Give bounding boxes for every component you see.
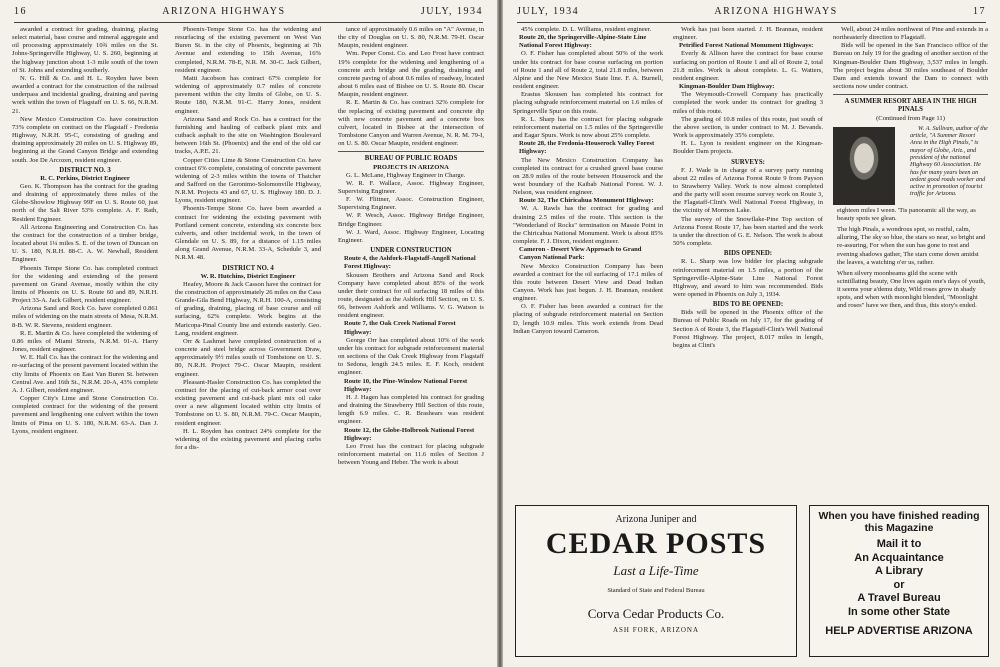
- issue-date: JULY, 1934: [517, 6, 580, 17]
- page-number: 16: [14, 6, 27, 17]
- paragraph: Copper City's Lime and Stone Construction Co. completed contract for the widening of the present pavement and lengthening one culvert within the town limits of Pima on U. S. 180, N.R.M. 63-A. Dan J. Lyons, resident engineer.: [12, 395, 158, 435]
- section-subheading: R. C. Perkins, District Engineer: [40, 174, 130, 182]
- issue-date: JULY, 1934: [420, 6, 483, 17]
- continuation-note: (Continued from Page 11): [876, 114, 945, 122]
- magazine-title: ARIZONA HIGHWAYS: [714, 6, 838, 17]
- paragraph: Well, about 24 miles northwest of Pine and extends in a northeasterly direction to Flagstaff.: [833, 26, 988, 42]
- right-running-head: [517, 6, 986, 23]
- paragraph: Orr & Lashmet have completed construction of a concrete and steel bridge across Government Draw, approximately 9½ miles south of Tombstone on U. S. 80, N.R.H. Project 79-C. Oscar Maupin, resident engineer.: [175, 337, 321, 378]
- poem-verse: eighteen miles I ween. 'Tis panoramic all the way, as beauty spots we glean.: [837, 206, 976, 222]
- paragraph: Phoenix-Tempe Stone Co. has the widening and resurfacing of the existing pavement on West Van Buren St. in the city of Phoenix, beginning at 7th Avenue and extending to 15th Avenue, 16% completed, N.R.M. 78-E, N.R. M. 30-C. Jack Gilbert, resident engineer.: [175, 26, 321, 74]
- route-heading: Kingman-Boulder Dam Highway:: [679, 83, 775, 91]
- right-column-3: [833, 26, 988, 311]
- paragraph: New Mexico Construction Company has been awarded a contract for the oil surfacing of 17.1 miles of this route between Desert View and Dead Indian Canyon. Work has just begun. J. H. Brannan, resident engineer.: [513, 262, 663, 303]
- ad-line: In some other State: [847, 605, 951, 618]
- magazine-title: ARIZONA HIGHWAYS: [162, 6, 286, 17]
- ad-line: Standard of State and Federal Bureau: [607, 587, 705, 594]
- right-column-2: [673, 26, 823, 350]
- paragraph: Arizona Sand and Rock Co. has a contract for the furnishing and hauling of cutback plant mix and cutback asphalt to the site on Washington Boulevard between 16th St. (Phoenix) and the end of the old car tracks, A.P.E. 21.: [175, 115, 321, 156]
- paragraph: H. L. Lyon is resident engineer on the Kingman-Boulder Dam projects.: [673, 140, 823, 156]
- route-heading: Route 28, the Fredonia-Houserock Valley Forest Highway:: [519, 140, 655, 156]
- section-heading: DISTRICT NO. 4: [222, 264, 274, 272]
- paragraph: Skousen Brothers and Arizona Sand and Rock Company have completed about 85% of the work under their contract for oil surfacing 18 miles of this route, designated as the Ashfork Hill Section, on U. S. 66, between Ashfork and Williams. V. G. Watson is resident engineer.: [338, 271, 484, 320]
- route-heading: Route 7, the Oak Creek National Forest Highway:: [344, 320, 456, 336]
- route-heading: Route 4, the Ashfork-Flagstaff-Angell National Forest Highway:: [344, 255, 476, 271]
- paragraph: Phoenix Tempe Stone Co. has completed contract for the widening and extending of the present pavement on Grand Avenue, mostly within the city limits of Phoenix on U. S. Route 60 and 89, N.R.H. Project 33-A. Jack Gilbert, resident engineer.: [12, 264, 158, 305]
- paragraph: R. E. Martin & Co. have completed the widening of 0.86 miles of Miami Streets, N.R.M. 91-A. Harry Jones, resident engineer.: [12, 329, 158, 354]
- left-column-2: [175, 26, 321, 452]
- route-heading: Route 32, The Chiricahua Monument Highway:: [519, 197, 654, 205]
- paragraph: Pleasant-Hasler Construction Co. has completed the contract for the placing of cut-back armor coat over existing pavement and cut-back plant mix oil cake over a new alignment located within city limits of Tombstone on U. S. 80, N.R.M. 79-C. Oscar Maupin, resident engineer.: [175, 378, 321, 427]
- poem-verse: The high Pinals, a wondrous spot, so restful, calm, alluring, The sky so blue, the stars so near, so bright and re-assuring, For when the sun has gone to rest and evening shadows gather, The stars come down amidst the leaves, a watching o'er us, rather.: [837, 226, 986, 266]
- paragraph: Geo. K. Thompson has the contract for the grading and draining of approximately three miles of the Globe-Showlow Highway 99F on U. S. Route 60, just north of the Salt River 53% complete. A. F. Rath, Resident Engineer.: [12, 182, 158, 223]
- ad-headline: CEDAR POSTS: [545, 527, 767, 560]
- paragraph: Everly & Allison have the contract for base course surfacing on portion of Route 1 and all of Route 2, total 21.8 miles. Work is about complete. L. G. Watters, resident engineer.: [673, 50, 823, 82]
- paragraph: All Arizona Engineering and Construction Co. has the contract for the construction of a timber bridge, located about 1¼ miles S. E. of the town of Duncan on U. S. 180, N.R.H. 88-C. A. W. Newhall, Resident Engineer.: [12, 223, 158, 264]
- route-heading: Petrified Forest National Monument Highways:: [679, 42, 814, 50]
- ad-line: Arizona Juniper and: [615, 514, 697, 525]
- paragraph: R. L. Sharp was low bidder for placing subgrade reinforcement material on 1.5 miles, a portion of the Springerville-Alpine-State Line National Forest Highway, and award to him was recommended. Bids were opened in Phoenix on July 3, 1934.: [673, 258, 823, 298]
- author-block: [833, 125, 988, 207]
- paragraph: New Mexico Construction Co. have construction 73% complete on contract on the Flagstaff - Fredonia Highway, N.R.H. 95-C, consisting of grading and draining approximately 20 miles on U. S. Highway 89, beginning at the Grand Canyon Bridge and extending south. Joe De Arcozen, resident engineer.: [12, 115, 158, 164]
- article-title: A SUMMER RESORT AREA IN THE HIGH PINALS: [844, 98, 977, 114]
- ad-company: Corva Cedar Products Co.: [587, 606, 725, 621]
- paragraph: The Weymouth-Crowell Company has practically completed the work under its contract for grading 3 miles of this route.: [673, 91, 823, 115]
- paragraph: Copper Cities Lime & Stone Construction Co. have contract 6% complete, consisting of concrete pavement widening of 2-3 miles within the towns of Thatcher and Safford on the Geronimo-Solomonville Highway, N.R.M. Projects 43 and 67, U. S. Highway 180. D. J. Lyons, resident engineer.: [175, 156, 321, 205]
- ad-line: An Acquaintance: [854, 551, 944, 564]
- left-column-1: [12, 26, 158, 436]
- section-subheading: PROJECTS IN ARIZONA: [373, 163, 449, 171]
- paragraph: W. E. Hall Co. has the contract for the widening and re-surfacing of the present pavement located within the city limits of Phoenix on East Van Buren St. between Central Ave. and 16th St., N.R.M. 20-A, 43% complete A. J. Gilbert, resident engineer.: [12, 354, 159, 394]
- paragraph: Bids will be opened in the Phoenix office of the Bureau of Public Roads on July 17, for the grading of Section A of Route 3, the Flagstaff-Clint's Well National Forest Highway. The project, 8.017 miles in length, begins at Clint's: [673, 309, 823, 349]
- ad-tagline: HELP ADVERTISE ARIZONA: [825, 625, 973, 637]
- ad-line: A Library: [875, 565, 923, 577]
- paragraph: Wm. Peper Const. Co. and Leo Frost have contract 19% complete for the widening and lengthening of a concrete arch bridge and the grading, draining and concrete paving of about 0.6 miles of roadway, located about 6 miles east of Bisbee on U. S. Route 80. Oscar Maupin, resident engineer.: [338, 50, 484, 99]
- route-heading: Route 10, the Pine-Winslow National Forest Highway:: [344, 377, 468, 393]
- page-number: 17: [972, 6, 986, 17]
- paragraph: W. J. Ward, Assoc. Highway Engineer, Locating Engineer.: [338, 228, 484, 244]
- photo-caption: W. A. Sullivan, author of the article, "A Summer Resort Area in the High Pinals," is mayor of Globe, Ariz., and president of the national Highway 60 Association. He has for many years been an ardent good roads worker and active in promotion of tourist traffic for Arizona.: [910, 124, 988, 198]
- paragraph: Arizona Sand and Rock Co. have completed 0.861 miles of widening on the main streets of Mesa, N.R.M. 8-B. W. R. Stevens, resident engineer.: [12, 305, 158, 329]
- ad-slogan: Last a Life-Time: [613, 563, 699, 578]
- paragraph: Phoenix-Tempe Stone Co. have been awarded a contract for widening the existing pavement with Portland cement concrete, extending six concrete box culverts, and other incidental work, in the town of Glendale on U. S. 89, for a distance of 1.15 miles along Grand Avenue, N.R.M. 33-A, Schedule 3, and N.R.M. 48.: [175, 205, 321, 262]
- paragraph: awarded a contract for grading, draining, placing select material, base course and mineral aggregate and oil processing approximately 10¾ miles on the St. Johns-Springerville Highway, U. S. 260, beginning at the highway junction about 1-3 mile south of the town of St. Johns and extending southerly.: [12, 26, 158, 74]
- paragraph: 45% complete. D. L. Williams, resident engineer.: [521, 26, 652, 33]
- section-heading: SURVEYS:: [731, 158, 765, 166]
- paragraph: George Orr has completed about 10% of the work under his contract for subgrade reinforcement material on sections of the Oak Creek Highway from Flagstaff to Sedona, length 24.5 miles. E. F. Koch, resident engineer.: [338, 336, 484, 377]
- paragraph: Bids will be opened in the San Francisco office of the Bureau on July 19 for the grading of another section of the Kingman-Boulder Dam Highway, 3,537 miles in length. The project begins about 30 miles southeast of Boulder Dam and extends toward the Dam to connect with sections now under contract.: [833, 42, 988, 91]
- divider: [338, 151, 484, 152]
- divider: [833, 94, 988, 95]
- paragraph: tance of approximately 0.6 miles on "A" Avenue, in the city of Douglas on U. S. 80, N.R.M. 79-H. Oscar Maupin, resident engineer.: [338, 26, 484, 50]
- paragraph: Matti Jacobson has contract 67% complete for widening of approximately 0.7 miles of concrete pavement within the city limits of Globe, on U. S. Route 180, N.R.M. 91-C. Harry Jones, resident engineer.: [175, 74, 321, 115]
- left-page: [0, 0, 497, 667]
- author-photo: [833, 127, 895, 205]
- paragraph: F. W. Flittner, Assoc. Construction Engineer, Supervising Engineer.: [338, 196, 484, 212]
- paragraph: W. A. Rawls has the contract for grading and draining 2.5 miles of the route. This section is the "Wonderland of Rocks" termination on Massie Point in the Chiricahua National Monument. Work is about 85% complete. F. J. Dixon, resident engineer.: [513, 205, 663, 246]
- left-column-3: [338, 26, 484, 467]
- paragraph: The New Mexico Construction Company has completed its contract for a crushed gravel base course on 28.9 miles of the route between Houserock and the west boundary of the Kaibab National Forest. W. J. Nelson, was resident engineer.: [513, 156, 663, 197]
- ad-line: Mail it to: [876, 538, 922, 550]
- paragraph: O. F. Fisher has been awarded a contract for the placing of subgrade reinforcement material on Section D, length 10.9 miles. This work extends from Dead Indian Canyon toward Cameron.: [513, 303, 663, 335]
- route-heading: Cameron - Desert View Approach to Grand Canyon National Park:: [519, 246, 642, 262]
- ad-line: A Travel Bureau: [857, 592, 941, 604]
- section-heading: DISTRICT NO. 3: [59, 166, 111, 174]
- right-column-1: [513, 26, 663, 336]
- poem-verse: When silvery moonbeams gild the scene with scintillating beauty, One lives again one's days of youth, it seems your a'demu duty, Wild roses grow in shady spots, and when with moonlight blended, "Moonlight and roses" have we then, and thus, this story's ended.: [837, 269, 986, 310]
- paragraph: The grading of 10.8 miles of this route, just south of the above section, is under contract to M. J. Bevands. Work is approximately 35% complete.: [673, 115, 823, 140]
- ad-line: or: [893, 578, 905, 591]
- ad-line: When you have finished reading this Magazine: [818, 510, 980, 534]
- cedar-posts-advertisement: [515, 505, 797, 657]
- paragraph: R. L. Sharp has the contract for placing subgrade reinforcement material on 1.5 miles of the Springerville and Eagar Spurs. Work is now about 25% complete.: [513, 115, 663, 140]
- right-page: [503, 0, 1000, 667]
- section-heading: BIDS OPENED:: [723, 250, 773, 258]
- paragraph: G. L. McLane, Highway Engineer in Charge.: [346, 171, 466, 179]
- paragraph: N. G. Hill & Co. and H. L. Royden have been awarded a contract for the construction of the railroad underpass and incidental grading, draining and paving work within the town of Flagstaff on U. S. 66, N.R.M. 21.: [12, 74, 158, 115]
- left-running-head: [14, 6, 483, 23]
- paragraph: F. J. Wade is in charge of a survey party running about 22 miles of Arizona Forest Route 9 from Payson to Strawberry Valley. Work is now almost completed and the party will soon resume survey work on Route 3, the Flagstaff-Clint's Well National Forest Highway, in the vicinity of Mormon Lake.: [673, 166, 823, 215]
- paragraph: W. R. F. Wallace, Assoc. Highway Engineer, Supervising Engineer.: [338, 179, 484, 195]
- paragraph: W. P. Wesch, Assoc. Highway Bridge Engineer, Bridge Engineer.: [338, 212, 484, 228]
- section-heading: BIDS TO BE OPENED:: [712, 301, 784, 309]
- paragraph: H. J. Hagen has completed his contract for grading and draining the Strawberry Hill Section of this route, length 6.9 miles. C. R. Brashears was resident engineer.: [338, 393, 484, 426]
- paragraph: Erastus Skousen has completed his contract for placing subgrade reinforcement material on 1.6 miles of Springerville Spur on this route.: [513, 91, 663, 115]
- section-subheading: W. R. Hutchins, District Engineer: [200, 272, 296, 280]
- mail-magazine-advertisement: [809, 505, 989, 657]
- paragraph: The survey of the Snowflake-Pine Top section of Arizona Forest Route 17, has been started and the work is under the direction of G. E. Nelson. The work is about 50% complete.: [673, 215, 823, 248]
- paragraph: O. F. Fisher has completed about 50% of the work under his contract for base course surfacing on portion of Route 1 and all of Route 2, total 21.8 miles, between Alpine and the New Mexico State line. F. A. Burnell, resident engineer.: [513, 50, 663, 91]
- route-heading: Route 20, the Springerville-Alpine-State Line National Forest Highway:: [519, 34, 647, 50]
- paragraph: Work has just been started. J. H. Brannan, resident engineer.: [673, 26, 823, 42]
- section-heading: UNDER CONSTRUCTION: [370, 247, 452, 255]
- section-heading: BUREAU OF PUBLIC ROADS: [364, 155, 458, 163]
- paragraph: R. E. Martin & Co. has contract 32% complete for the replacing of existing pavement and concrete dip with new concrete pavement and a concrete box culvert, located in Bisbee at the intersection of Tombstone Canyon and Warren Avenue, N. R. M. 79-I, on U. S. 80. Oscar Maupin, resident engineer.: [338, 99, 484, 148]
- ad-location: ASH FORK, ARIZONA: [612, 626, 700, 634]
- route-heading: Route 12, the Globe-Holbrook National Forest Highway:: [344, 426, 475, 442]
- paragraph: H. L. Royden has contract 24% complete for the widening of the existing pavement and placing curbs for a dis-: [175, 427, 321, 451]
- paragraph: Heafey, Moore & Jack Casson have the contract for the construction of approximately 26 miles on the Casa Grande-Gila Bend Highway, N.R.H. 100-A, consisting of grading, draining, placing of base course and oil surfacing, 62% complete. Work begins at the Maricopa-Pinal County line and extends easterly. Geo. Lang, resident engineer.: [175, 280, 321, 337]
- paragraph: Leo Frost has the contract for placing subgrade reinforcement material on 11.6 miles of Section J between Young and Heber. The work is about: [338, 442, 484, 467]
